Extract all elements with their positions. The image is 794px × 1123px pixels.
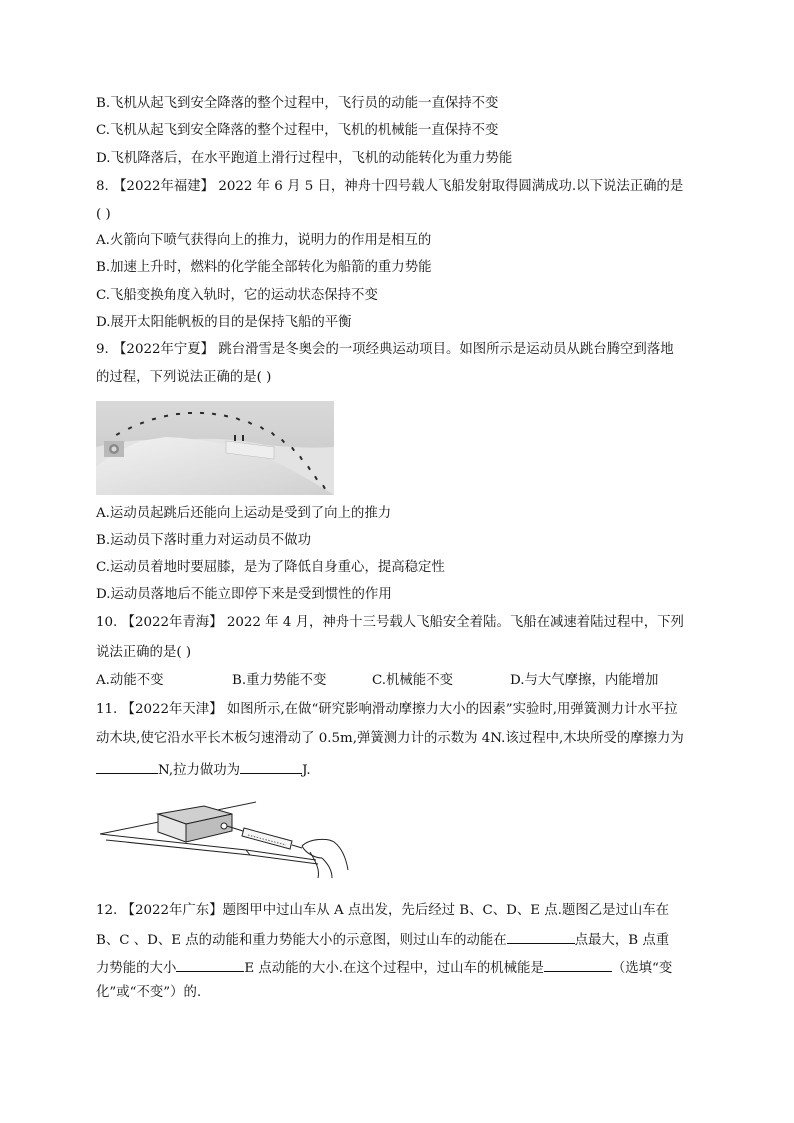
q9-option-a: A.运动员起跳后还能向上运动是受到了向上的推力 bbox=[96, 506, 392, 521]
q12-line3-text-c: （选填“变 bbox=[611, 961, 673, 976]
q10-option-a: A.动能不变 bbox=[96, 673, 164, 688]
q11-stem-line1: 11. 【2022年天津】 如图所示,在做“研究影响滑动摩擦力大小的因素”实验时,用弹簧测力计水平拉 bbox=[96, 702, 678, 717]
friction-experiment-figure bbox=[96, 798, 352, 882]
q12-line3-text-a: 力势能的大小 bbox=[96, 961, 177, 976]
q11-unit-joule: J. bbox=[302, 763, 311, 778]
q12-line4: 化”或“不变”）的. bbox=[96, 985, 202, 1000]
q11-stem-line2: 动木块,使它沿水平长木板匀速滑动了 0.5m,弹簧测力计的示数为 4N.该过程中,木块所受的摩擦力为 bbox=[96, 731, 684, 746]
q10-stem-line1: 10. 【2022年青海】 2022 年 4 月，神舟十三号载人飞船安全着陆。飞船在减速着陆过程中，下列 bbox=[96, 615, 684, 630]
q9-stem-line1: 9. 【2022年宁夏】 跳台滑雪是冬奥会的一项经典运动项目。如图所示是运动员从跳台腾空到落地 bbox=[96, 342, 674, 357]
q10-option-c: C.机械能不变 bbox=[372, 673, 453, 688]
q12-line2 bbox=[96, 929, 669, 950]
ski-jump-figure bbox=[96, 401, 334, 495]
q10-stem-line2: 说法正确的是( ) bbox=[96, 645, 192, 660]
q9-option-d: D.运动员落地后不能立即停下来是受到惯性的作用 bbox=[96, 587, 392, 602]
q12-line1: 12. 【2022年广东】题图甲中过山车从 A 点出发，先后经过 B、C、D、E 点.题图乙是过山车在 bbox=[96, 903, 670, 918]
q11-friction-blank[interactable] bbox=[96, 759, 158, 774]
ski-jump-photo bbox=[96, 401, 334, 495]
q12-line3-text-b: E 点动能的大小.在这个过程中，过山车的机械能是 bbox=[244, 961, 544, 976]
q8-option-d: D.展开太阳能帆板的目的是保持飞船的平衡 bbox=[96, 315, 352, 330]
q7-option-d: D.飞机降落后，在水平跑道上滑行过程中，飞机的动能转化为重力势能 bbox=[96, 151, 513, 166]
friction-experiment-drawing bbox=[96, 798, 352, 882]
q8-answer-paren: ( ) bbox=[96, 207, 111, 222]
q12-mechanical-energy-blank[interactable] bbox=[544, 957, 612, 972]
q11-blanks-line bbox=[96, 759, 311, 780]
q8-option-c: C.飞船变换角度入轨时，它的运动状态保持不变 bbox=[96, 288, 378, 303]
q7-option-c: C.飞机从起飞到安全降落的整个过程中，飞机的机械能一直保持不变 bbox=[96, 123, 499, 138]
q10-option-d: D.与大气摩擦，内能增加 bbox=[510, 673, 659, 688]
q11-unit-newton: N,拉力做功为 bbox=[158, 763, 241, 778]
q12-compare-blank[interactable] bbox=[176, 957, 244, 972]
q9-stem-line2: 的过程，下列说法正确的是( ) bbox=[96, 370, 272, 385]
q9-option-b: B.运动员下落时重力对运动员不做功 bbox=[96, 533, 311, 548]
q12-max-kinetic-blank[interactable] bbox=[507, 929, 575, 944]
q9-option-c: C.运动员着地时要屈膝，是为了降低自身重心，提高稳定性 bbox=[96, 560, 445, 575]
q8-stem: 8. 【2022年福建】 2022 年 6 月 5 日，神舟十四号载人飞船发射取得圆满成功.以下说法正确的是 bbox=[96, 179, 684, 194]
q12-line2-text-b: 点最大，B 点重 bbox=[574, 933, 670, 948]
q8-option-b: B.加速上升时，燃料的化学能全部转化为船箭的重力势能 bbox=[96, 260, 432, 275]
q7-option-b: B.飞机从起飞到安全降落的整个过程中，飞行员的动能一直保持不变 bbox=[96, 96, 499, 111]
q8-option-a: A.火箭向下喷气获得向上的推力，说明力的作用是相互的 bbox=[96, 233, 432, 248]
q12-line2-text-a: B、C 、D、E 点的动能和重力势能大小的示意图，则过山车的动能在 bbox=[96, 933, 507, 948]
q10-option-b: B.重力势能不变 bbox=[232, 673, 327, 688]
q12-line3 bbox=[96, 957, 672, 978]
q11-work-blank[interactable] bbox=[240, 759, 302, 774]
